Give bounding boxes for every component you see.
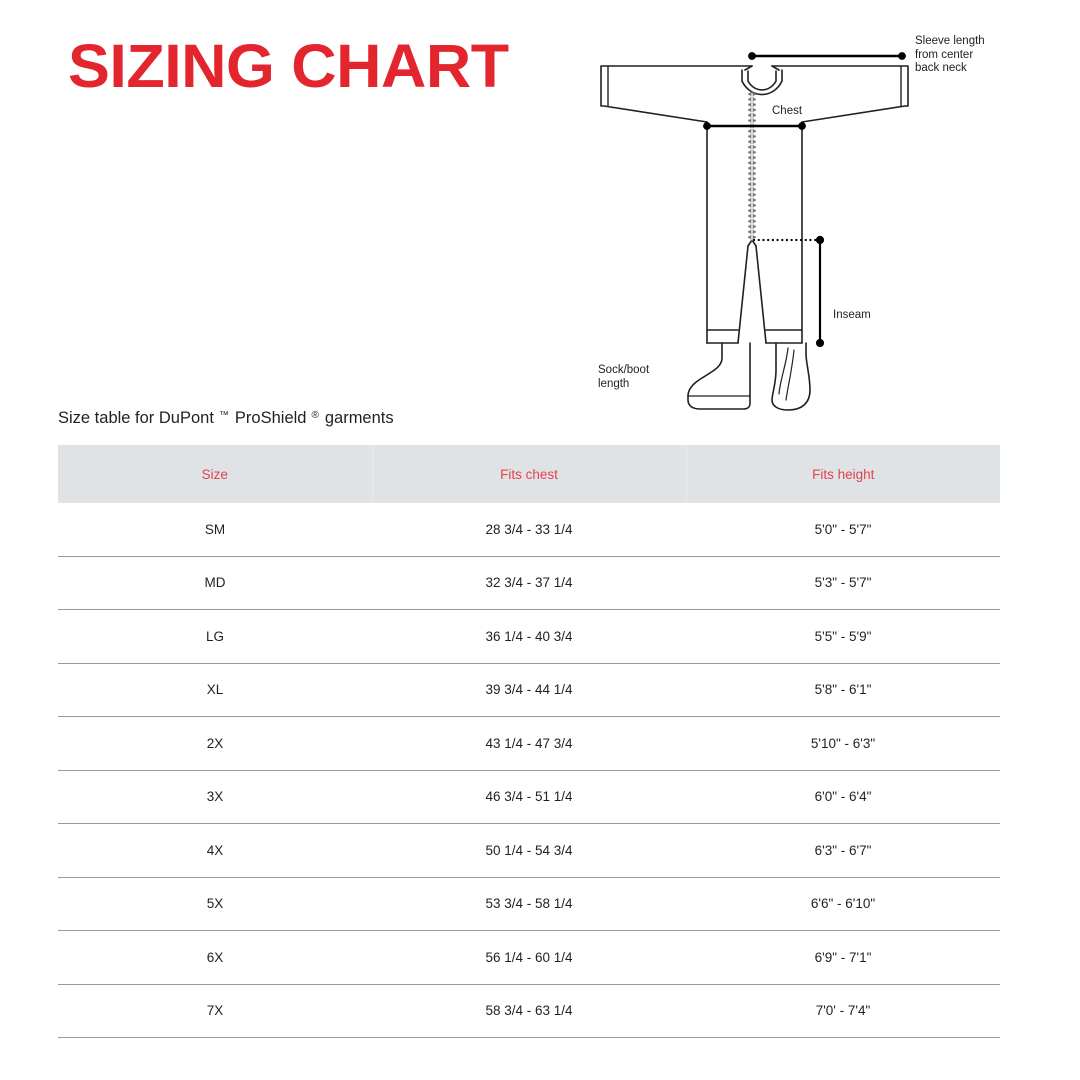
table-row xyxy=(58,663,1000,717)
cell-height: 6'3" - 6'7" xyxy=(686,824,1000,878)
size-table xyxy=(58,445,1000,1038)
cell-chest: 58 3/4 - 63 1/4 xyxy=(372,984,686,1038)
cell-size: 2X xyxy=(58,717,372,771)
table-header xyxy=(58,445,1000,503)
cell-size: 4X xyxy=(58,824,372,878)
cell-chest: 32 3/4 - 37 1/4 xyxy=(372,556,686,610)
caption-suffix: garments xyxy=(324,409,394,427)
cell-chest: 56 1/4 - 60 1/4 xyxy=(372,931,686,985)
cell-chest: 50 1/4 - 54 3/4 xyxy=(372,824,686,878)
column-header-fits-height: Fits height xyxy=(686,445,1000,503)
cell-size: MD xyxy=(58,556,372,610)
label-sleeve-length-line2: from center xyxy=(915,48,974,61)
table-header-row xyxy=(58,445,1000,503)
label-sock-boot-line2: length xyxy=(598,377,630,390)
caption-prefix: Size table for DuPont xyxy=(58,409,214,427)
cell-chest: 39 3/4 - 44 1/4 xyxy=(372,663,686,717)
column-header-size: Size xyxy=(58,445,372,503)
registered-icon: ® xyxy=(311,410,319,421)
cell-height: 6'6" - 6'10" xyxy=(686,877,1000,931)
table-row xyxy=(58,931,1000,985)
table-row xyxy=(58,556,1000,610)
cell-height: 5'0" - 5'7" xyxy=(686,503,1000,556)
cell-size: SM xyxy=(58,503,372,556)
cell-height: 6'9" - 7'1" xyxy=(686,931,1000,985)
label-sleeve-length-line1: Sleeve length xyxy=(915,35,985,47)
cell-height: 5'8" - 6'1" xyxy=(686,663,1000,717)
table-row xyxy=(58,824,1000,878)
label-sleeve-length xyxy=(915,35,985,76)
cell-size: XL xyxy=(58,663,372,717)
table-row xyxy=(58,717,1000,771)
table-row xyxy=(58,877,1000,931)
cell-height: 5'3" - 5'7" xyxy=(686,556,1000,610)
caption-brand: ProShield xyxy=(234,409,307,427)
cell-height: 6'0" - 6'4" xyxy=(686,770,1000,824)
cell-chest: 46 3/4 - 51 1/4 xyxy=(372,770,686,824)
cell-size: 7X xyxy=(58,984,372,1038)
cell-size: LG xyxy=(58,610,372,664)
cell-height: 7'0' - 7'4" xyxy=(686,984,1000,1038)
table-row xyxy=(58,984,1000,1038)
label-sleeve-length-line3: back neck xyxy=(915,62,967,74)
cell-chest: 43 1/4 - 47 3/4 xyxy=(372,717,686,771)
cell-size: 6X xyxy=(58,931,372,985)
label-sock-boot-line1: Sock/boot xyxy=(598,364,650,376)
label-sock-boot-length xyxy=(598,364,649,391)
column-header-fits-chest: Fits chest xyxy=(372,445,686,503)
cell-chest: 28 3/4 - 33 1/4 xyxy=(372,503,686,556)
table-row xyxy=(58,770,1000,824)
label-chest: Chest xyxy=(772,105,803,117)
cell-size: 5X xyxy=(58,877,372,931)
table-body xyxy=(58,503,1000,1038)
label-inseam: Inseam xyxy=(833,309,871,321)
garment-diagram xyxy=(580,18,1030,418)
table-caption xyxy=(58,409,394,428)
table-row xyxy=(58,610,1000,664)
cell-height: 5'5" - 5'9" xyxy=(686,610,1000,664)
coverall-illustration xyxy=(580,18,1030,418)
trademark-icon: ™ xyxy=(218,410,229,421)
page-title: SIZING CHART xyxy=(68,32,509,100)
cell-chest: 53 3/4 - 58 1/4 xyxy=(372,877,686,931)
table-row xyxy=(58,503,1000,556)
cell-size: 3X xyxy=(58,770,372,824)
cell-height: 5'10" - 6'3" xyxy=(686,717,1000,771)
cell-chest: 36 1/4 - 40 3/4 xyxy=(372,610,686,664)
